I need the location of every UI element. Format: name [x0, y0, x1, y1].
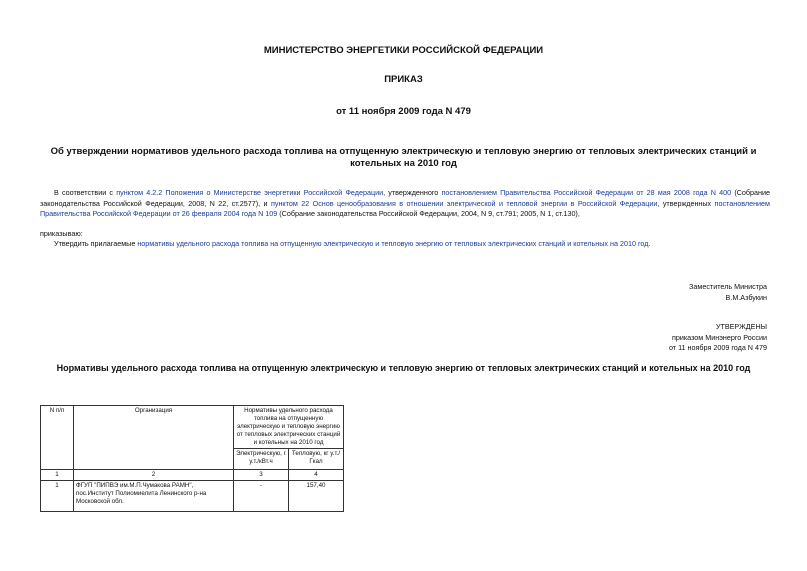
colnum-cell: 2: [74, 470, 234, 481]
document-type: ПРИКАЗ: [384, 74, 423, 85]
order-paragraph: Утвердить прилагаемые нормативы удельного расхода топлива на отпущенную электрическую и тепловую энергию от тепловых электрических станций и котельных на 2010 год.: [54, 239, 651, 248]
link-government-decree-400[interactable]: постановлением Правительства Российской Федерации от 28 мая 2008 года N 400: [441, 188, 732, 197]
order-word: приказываю:: [40, 229, 83, 238]
document-date: от 11 ноября 2009 года N 479: [336, 106, 471, 117]
header-cell-norms: Нормативы удельного расхода топлива на отпущенную электрическую и тепловую энергию от тепловых электрических станций и котельных на 2010 год: [234, 406, 344, 449]
table-header-row: [41, 406, 344, 449]
link-regulation-clause[interactable]: пунктом 4.2.2 Положения о Министерстве энергетики Российской Федерации: [116, 188, 384, 197]
ministry-name: МИНИСТЕРСТВО ЭНЕРГЕТИКИ РОССИЙСКОЙ ФЕДЕРАЦИИ: [263, 45, 544, 56]
header-cell-electric: Электрическую, г у.т./кВт.ч: [234, 449, 289, 470]
link-government-decree-109[interactable]: постановлением Правительства Российской Федерации от 26 февраля 2004 года N 109: [40, 198, 770, 218]
norms-table: [40, 405, 344, 512]
link-norms[interactable]: нормативы удельного расхода топлива на отпущенную электрическую и тепловую энергию от тепловых электрических станций и котельных на 2010 год: [137, 239, 649, 248]
signatory-name: В.М.Азбукин: [725, 292, 767, 302]
row-heat-value: 157,40: [289, 481, 344, 512]
colnum-cell: 3: [234, 470, 289, 481]
header-cell-heat: Тепловую, кг у.т./Гкал: [289, 449, 344, 470]
document-title: Об утверждении нормативов удельного расхода топлива на отпущенную электрическую и тепловую энергию от тепловых электрических станций и котельных на 2010 год: [50, 146, 757, 169]
approval-line-3: от 11 ноября 2009 года N 479: [668, 343, 767, 352]
header-cell-number: N п/п: [41, 406, 74, 470]
approval-line-1: УТВЕРЖДЕНЫ: [715, 322, 767, 331]
norms-title: Нормативы удельного расхода топлива на отпущенную электрическую и тепловую энергию от тепловых электрических станций и котельных на 2010 год: [56, 363, 751, 373]
signature-block: [689, 282, 767, 303]
preamble-paragraph: В соответствии с пунктом 4.2.2 Положения о Министерстве энергетики Российской Федерации, утвержденного постановлением Правительства Российской Федерации от 28 мая 2008 года N 400 (Собрание законодательства Российской Федерации, 2008, N 22, ст.2577), и пунктом 22 Основ ценообразования в отношении электрической и тепловой энергии в Российской Федерации, утвержденных постановлением Правительства Российской Федерации от 26 февраля 2004 года N 109 (Собрание законодательства Российской Федерации, 2004, N 9, ст.791; 2005, N 1, ст.130),: [40, 188, 770, 218]
row-organization: ФГУП "ПИПВЭ им.М.П.Чумакова РАМН", пос.Институт Полиомиелита Ленинского р-на Московской обл.: [74, 481, 234, 512]
signatory-position: Заместитель Министра: [689, 282, 767, 291]
header-cell-organization: Организация: [74, 406, 234, 470]
colnum-cell: 1: [41, 470, 74, 481]
table-row: [41, 481, 344, 512]
approval-line-2: приказом Минэнерго России: [671, 332, 767, 342]
colnum-cell: 4: [289, 470, 344, 481]
approval-block: [669, 322, 767, 354]
table-colnum-row: [41, 470, 344, 481]
row-number: 1: [41, 481, 74, 512]
link-pricing-basics[interactable]: пунктом 22 Основ ценообразования в отношении электрической и тепловой энергии в Российской Федерации: [270, 198, 658, 208]
row-electric-value: -: [234, 481, 289, 512]
